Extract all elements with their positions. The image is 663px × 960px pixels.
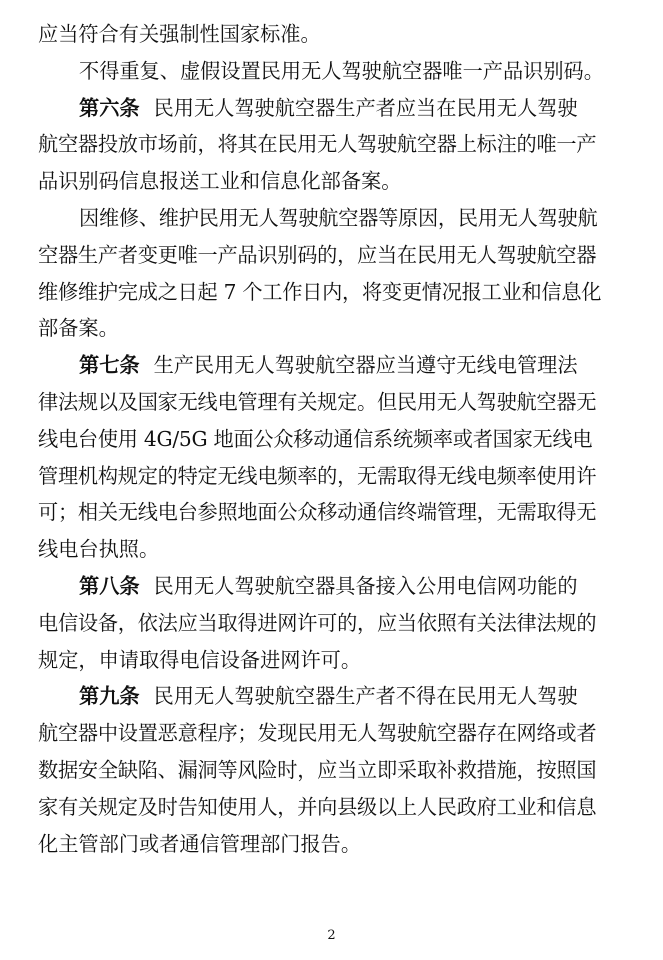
body-line: 线电台使用 4G/5G 地面公众移动通信系统频率或者国家无线电 xyxy=(38,426,593,451)
body-line: 家有关规定及时告知使用人，并向县级以上人民政府工业和信息 xyxy=(38,794,597,819)
body-line: 化主管部门或者通信管理部门报告。 xyxy=(38,831,362,856)
page-number: 2 xyxy=(327,928,336,943)
body-line: 航空器中设置恶意程序；发现民用无人驾驶航空器存在网络或者 xyxy=(38,721,597,746)
body-line: 线电台执照。 xyxy=(38,537,160,562)
body-line: 不得重复、虚假设置民用无人驾驶航空器唯一产品识别码。 xyxy=(79,58,604,83)
body-line: 律法规以及国家无线电管理有关规定。但民用无人驾驶航空器无 xyxy=(38,389,597,414)
article-heading: 第九条 xyxy=(79,684,140,709)
article-7-first-line xyxy=(38,347,610,384)
body-line: 品识别码信息报送工业和信息化部备案。 xyxy=(38,169,402,194)
body-line: 因维修、维护民用无人驾驶航空器等原因，民用无人驾驶航 xyxy=(79,205,598,230)
body-text: 生产民用无人驾驶航空器应当遵守无线电管理法 xyxy=(153,353,578,378)
article-heading: 第六条 xyxy=(79,95,140,120)
article-heading: 第八条 xyxy=(79,573,140,598)
body-line: 电信设备，依法应当取得进网许可的，应当依照有关法律法规的 xyxy=(38,610,597,635)
body-text: 民用无人驾驶航空器具备接入公用电信网功能的 xyxy=(153,573,578,598)
body-line: 航空器投放市场前，将其在民用无人驾驶航空器上标注的唯一产 xyxy=(38,132,597,157)
document-body xyxy=(38,16,610,862)
body-text: 民用无人驾驶航空器生产者不得在民用无人驾驶 xyxy=(153,684,578,709)
body-line: 数据安全缺陷、漏洞等风险时，应当立即采取补救措施，按照国 xyxy=(38,757,597,782)
article-8-first-line xyxy=(38,568,610,605)
body-line: 应当符合有关强制性国家标准。 xyxy=(38,22,321,46)
body-line: 管理机构规定的特定无线电频率的，无需取得无线电频率使用许 xyxy=(38,463,597,488)
body-text: 民用无人驾驶航空器生产者应当在民用无人驾驶 xyxy=(153,95,578,120)
body-line: 可；相关无线电台参照地面公众移动通信终端管理，无需取得无 xyxy=(38,500,597,525)
body-line: 规定，申请取得电信设备进网许可。 xyxy=(38,647,362,672)
article-heading: 第七条 xyxy=(79,353,140,378)
body-line: 部备案。 xyxy=(38,316,119,341)
article-6-first-line xyxy=(38,90,610,127)
body-line: 维修维护完成之日起 7 个工作日内，将变更情况报工业和信息化 xyxy=(38,279,602,304)
body-line: 空器生产者变更唯一产品识别码的，应当在民用无人驾驶航空器 xyxy=(38,242,597,267)
article-9-first-line xyxy=(38,678,610,715)
